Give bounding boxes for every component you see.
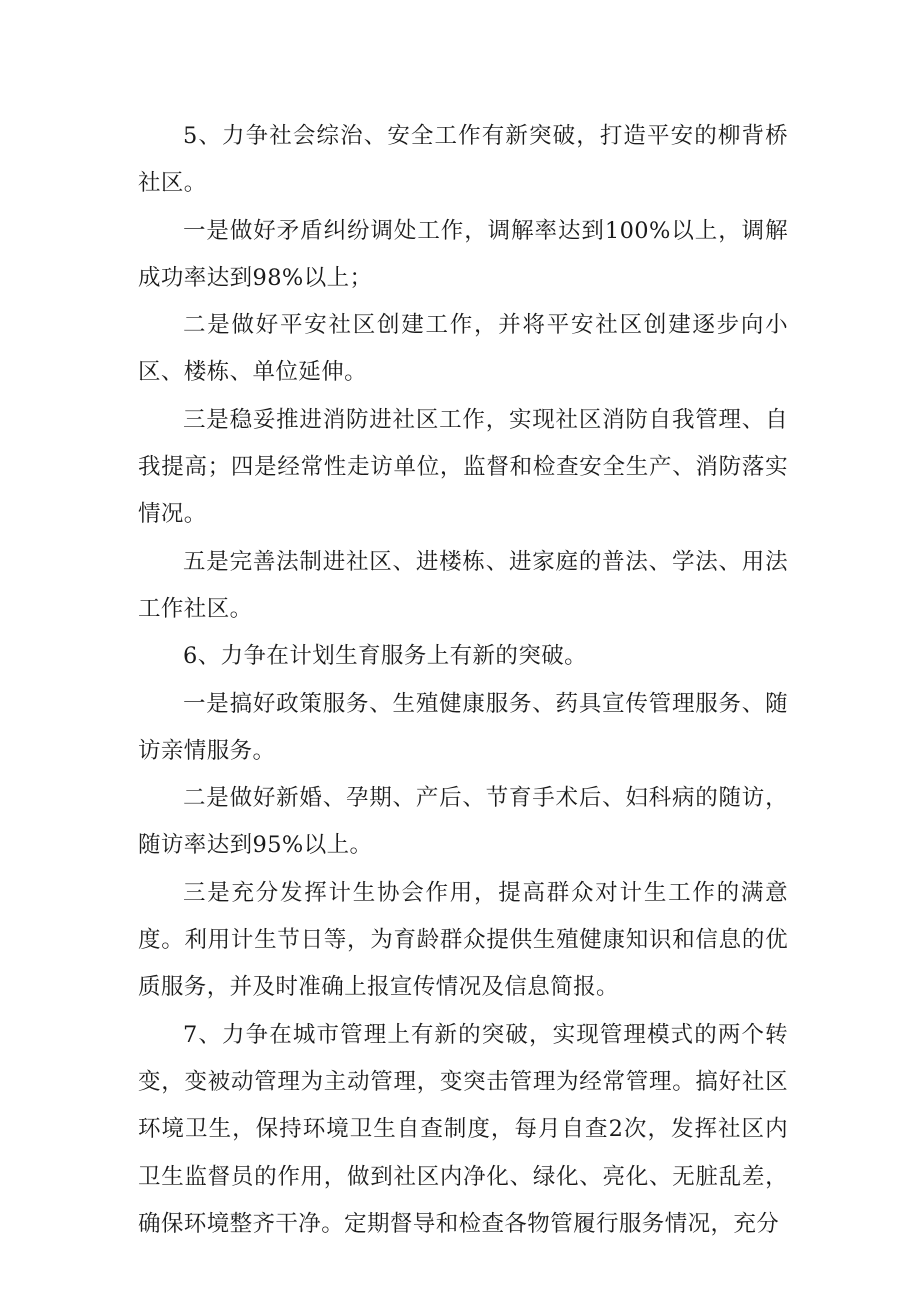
paragraph-family-planning-association: 三是充分发挥计生协会作用，提高群众对计生工作的满意度。利用计生节日等，为育龄群众提供生殖健康知识和信息的优质服务，并及时准确上报宣传情况及信息简报。	[138, 879, 788, 1001]
paragraph-item-6-heading: 6、力争在计划生育服务上有新的突破。	[183, 643, 588, 670]
paragraph-item-5-heading: 5、力争社会综治、安全工作有新突破，打造平安的柳背桥社区。	[138, 123, 788, 197]
paragraph-mediation: 一是做好矛盾纠纷调处工作，调解率达到100%以上，调解成功率达到98%以上；	[138, 217, 788, 291]
document-body	[138, 113, 788, 1248]
paragraph-policy-service: 一是搞好政策服务、生殖健康服务、药具宣传管理服务、随访亲情服务。	[138, 690, 788, 764]
paragraph-legal-education: 五是完善法制进社区、进楼栋、进家庭的普法、学法、用法工作社区。	[138, 548, 788, 622]
paragraph-safe-community: 二是做好平安社区创建工作，并将平安社区创建逐步向小区、楼栋、单位延伸。	[138, 312, 788, 386]
paragraph-item-7-urban-management: 7、力争在城市管理上有新的突破，实现管理模式的两个转变，变被动管理为主动管理，变突击管理为经常管理。搞好社区环境卫生，保持环境卫生自查制度，每月自查2次，发挥社区内卫生监督员的作用，做到社区内净化、绿化、亮化、无脏乱差，确保环境整齐干净。定期督导和检查各物管履行服务情况，充分	[138, 1021, 788, 1237]
paragraph-fire-safety: 三是稳妥推进消防进社区工作，实现社区消防自我管理、自我提高；四是经常性走访单位，监督和检查安全生产、消防落实情况。	[138, 406, 788, 528]
paragraph-follow-up-visits: 二是做好新婚、孕期、产后、节育手术后、妇科病的随访，随访率达到95%以上。	[138, 785, 788, 859]
